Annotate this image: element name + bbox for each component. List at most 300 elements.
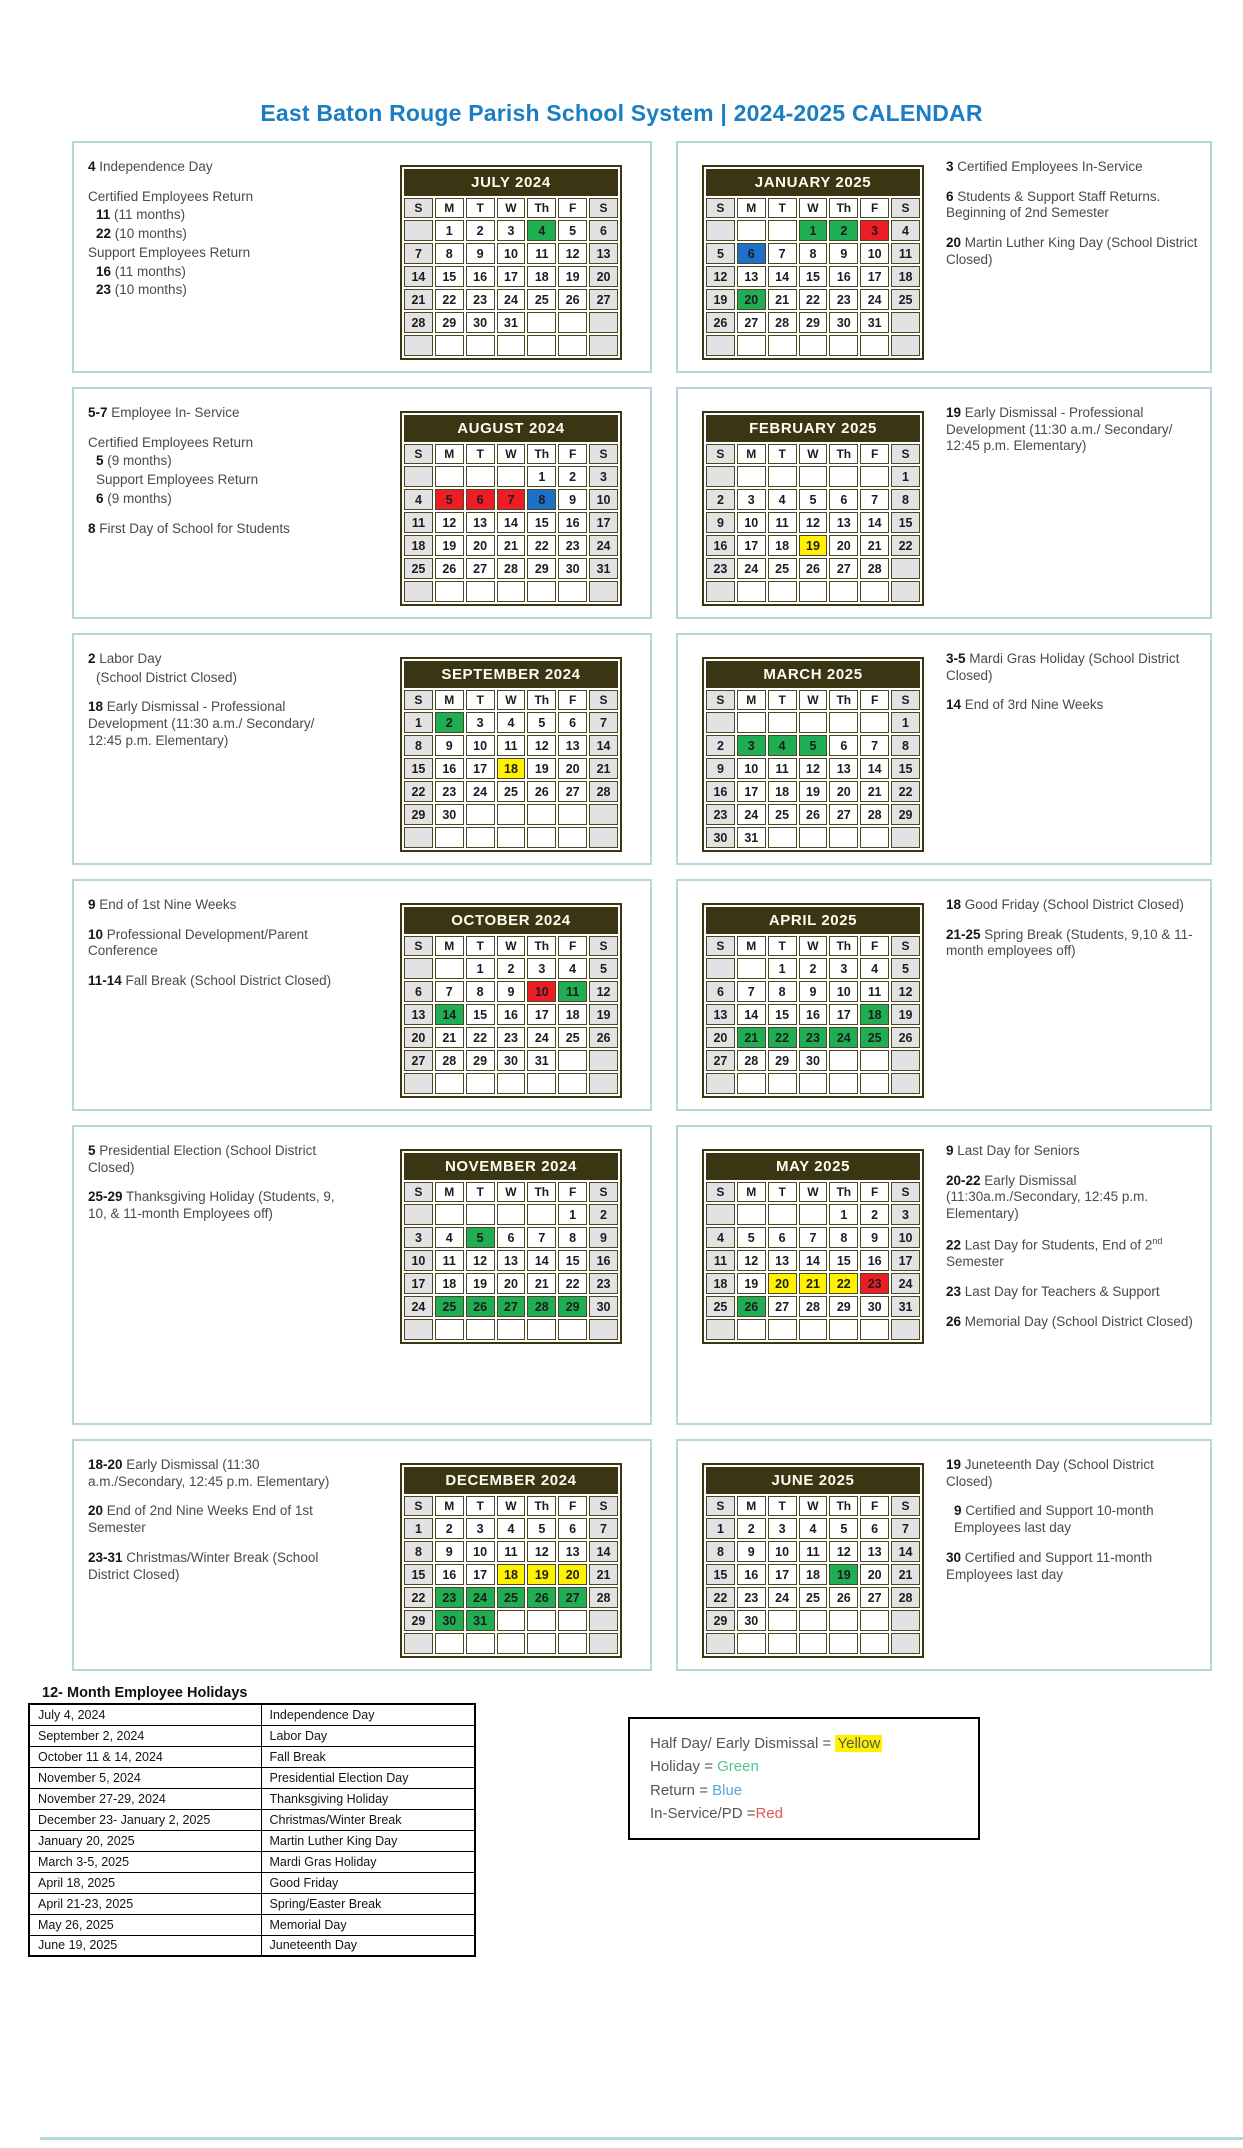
- holiday-cell: March 3-5, 2025: [29, 1851, 261, 1872]
- month-notes: [88, 1143, 346, 1413]
- day-cell: 17: [527, 1004, 556, 1025]
- weekday-header: S: [404, 198, 433, 218]
- day-cell: 5: [799, 489, 828, 510]
- day-cell: [737, 712, 766, 733]
- day-cell: 4: [706, 1227, 735, 1248]
- day-cell: 7: [527, 1227, 556, 1248]
- note-line: 23 Last Day for Teachers & Support: [946, 1283, 1160, 1299]
- day-cell: 25: [891, 289, 920, 310]
- day-cell: 21: [589, 758, 618, 779]
- day-cell: 16: [435, 758, 464, 779]
- weekday-header: T: [768, 1182, 797, 1202]
- weekday-header: M: [435, 1496, 464, 1516]
- note-line: Certified Employees Return: [88, 434, 254, 450]
- calendar-row: [72, 879, 1215, 1111]
- day-cell: 20: [829, 781, 858, 802]
- day-cell: 8: [706, 1541, 735, 1562]
- day-cell: 15: [891, 512, 920, 533]
- calendar-row: [72, 141, 1215, 373]
- day-cell: 26: [466, 1296, 495, 1317]
- holiday-cell: Spring/Easter Break: [261, 1893, 475, 1914]
- day-cell: 23: [799, 1027, 828, 1048]
- weekday-header: Th: [829, 198, 858, 218]
- day-cell: 11: [435, 1250, 464, 1271]
- day-cell: 13: [558, 1541, 587, 1562]
- day-cell: 8: [527, 489, 556, 510]
- day-cell: 9: [799, 981, 828, 1002]
- weekday-header: T: [768, 198, 797, 218]
- day-cell: 14: [737, 1004, 766, 1025]
- day-cell: [706, 712, 735, 733]
- day-cell: 6: [404, 981, 433, 1002]
- day-cell: [737, 1319, 766, 1340]
- day-cell: 24: [860, 289, 889, 310]
- day-cell: 23: [497, 1027, 526, 1048]
- day-cell: 18: [768, 781, 797, 802]
- day-cell: [558, 827, 587, 848]
- day-cell: [768, 466, 797, 487]
- day-cell: 26: [589, 1027, 618, 1048]
- day-cell: 10: [737, 512, 766, 533]
- day-cell: 4: [497, 1518, 526, 1539]
- holiday-cell: Labor Day: [261, 1725, 475, 1746]
- day-cell: 27: [706, 1050, 735, 1071]
- day-cell: [589, 1610, 618, 1631]
- day-cell: 15: [466, 1004, 495, 1025]
- day-cell: 4: [768, 735, 797, 756]
- day-cell: [497, 1633, 526, 1654]
- holiday-cell: October 11 & 14, 2024: [29, 1746, 261, 1767]
- note-line: 18 Good Friday (School District Closed): [946, 897, 1184, 912]
- weekday-header: F: [860, 198, 889, 218]
- weekday-header: W: [497, 690, 526, 710]
- day-cell: 17: [497, 266, 526, 287]
- day-cell: [466, 581, 495, 602]
- weekday-header: F: [558, 198, 587, 218]
- day-cell: 20: [558, 758, 587, 779]
- day-cell: 26: [558, 289, 587, 310]
- day-cell: 19: [527, 758, 556, 779]
- day-cell: 15: [435, 266, 464, 287]
- day-cell: 25: [404, 558, 433, 579]
- day-cell: 2: [829, 220, 858, 241]
- day-cell: [891, 335, 920, 356]
- day-cell: 13: [497, 1250, 526, 1271]
- day-cell: 2: [706, 735, 735, 756]
- day-cell: 23: [737, 1587, 766, 1608]
- day-cell: 21: [799, 1273, 828, 1294]
- weekday-header: S: [589, 936, 618, 956]
- day-cell: 3: [737, 735, 766, 756]
- day-cell: [860, 581, 889, 602]
- holiday-cell: July 4, 2024: [29, 1704, 261, 1725]
- day-cell: [558, 804, 587, 825]
- day-cell: 4: [435, 1227, 464, 1248]
- day-cell: 23: [860, 1273, 889, 1294]
- day-cell: 16: [558, 512, 587, 533]
- day-cell: 9: [589, 1227, 618, 1248]
- note-line: 23 (10 months): [96, 282, 187, 298]
- day-cell: 13: [768, 1250, 797, 1271]
- day-cell: [799, 1204, 828, 1225]
- day-cell: 22: [404, 1587, 433, 1608]
- day-cell: 3: [497, 220, 526, 241]
- day-cell: 5: [799, 735, 828, 756]
- day-cell: 6: [829, 489, 858, 510]
- day-cell: [891, 1633, 920, 1654]
- day-cell: 23: [589, 1273, 618, 1294]
- note-line: 8 First Day of School for Students: [88, 520, 290, 536]
- month-notes: [88, 897, 346, 1099]
- holidays-table: [28, 1703, 476, 1957]
- day-cell: 12: [799, 512, 828, 533]
- day-cell: 7: [799, 1227, 828, 1248]
- day-cell: [891, 1610, 920, 1631]
- day-cell: 23: [435, 781, 464, 802]
- day-cell: 22: [527, 535, 556, 556]
- day-cell: 21: [435, 1027, 464, 1048]
- day-cell: 30: [829, 312, 858, 333]
- day-cell: 15: [527, 512, 556, 533]
- day-cell: 23: [829, 289, 858, 310]
- day-cell: 29: [404, 804, 433, 825]
- holiday-cell: Thanksgiving Holiday: [261, 1788, 475, 1809]
- day-cell: 25: [860, 1027, 889, 1048]
- day-cell: 27: [768, 1296, 797, 1317]
- day-cell: 12: [799, 758, 828, 779]
- month-calendar: [702, 657, 924, 863]
- day-cell: [558, 1319, 587, 1340]
- day-cell: 28: [860, 558, 889, 579]
- day-cell: [860, 1610, 889, 1631]
- note-line: 20-22 Early Dismissal (11:30a.m./Secondary, 12:45 p.m. Elementary): [946, 1172, 1149, 1222]
- day-cell: 4: [404, 489, 433, 510]
- day-cell: 3: [860, 220, 889, 241]
- note-line: 19 Juneteenth Day (School District Closed): [946, 1457, 1154, 1489]
- note-line: Support Employees Return: [96, 472, 259, 488]
- month-panel-december-2024: [72, 1439, 652, 1671]
- weekday-header: Th: [829, 936, 858, 956]
- calendar-row: [72, 1439, 1215, 1671]
- day-cell: 16: [706, 781, 735, 802]
- day-cell: 3: [466, 712, 495, 733]
- day-cell: 21: [404, 289, 433, 310]
- day-cell: 26: [706, 312, 735, 333]
- day-cell: [768, 335, 797, 356]
- day-cell: 15: [768, 1004, 797, 1025]
- weekday-header: S: [589, 690, 618, 710]
- holiday-cell: April 21-23, 2025: [29, 1893, 261, 1914]
- holiday-cell: Presidential Election Day: [261, 1767, 475, 1788]
- day-cell: 4: [527, 220, 556, 241]
- calendar-table: [400, 903, 622, 1098]
- holiday-cell: Memorial Day: [261, 1914, 475, 1935]
- holiday-cell: Good Friday: [261, 1872, 475, 1893]
- day-cell: 14: [799, 1250, 828, 1271]
- holiday-row: [29, 1788, 475, 1809]
- day-cell: [891, 312, 920, 333]
- day-cell: [706, 1073, 735, 1094]
- day-cell: [435, 1633, 464, 1654]
- day-cell: 10: [404, 1250, 433, 1271]
- day-cell: [706, 958, 735, 979]
- weekday-header: S: [891, 1182, 920, 1202]
- day-cell: 30: [860, 1296, 889, 1317]
- day-cell: 21: [737, 1027, 766, 1048]
- day-cell: 12: [466, 1250, 495, 1271]
- day-cell: 23: [466, 289, 495, 310]
- day-cell: 5: [435, 489, 464, 510]
- note-line: 3 Certified Employees In-Service: [946, 159, 1143, 174]
- day-cell: 18: [404, 535, 433, 556]
- month-notes: [88, 159, 346, 361]
- month-calendar: [400, 1149, 622, 1423]
- day-cell: 22: [558, 1273, 587, 1294]
- weekday-header: W: [497, 444, 526, 464]
- day-cell: 20: [829, 535, 858, 556]
- day-cell: [527, 1610, 556, 1631]
- day-cell: [768, 1319, 797, 1340]
- day-cell: 12: [558, 243, 587, 264]
- day-cell: [589, 1633, 618, 1654]
- day-cell: 26: [435, 558, 464, 579]
- day-cell: 7: [768, 243, 797, 264]
- month-panel-june-2025: [676, 1439, 1212, 1671]
- day-cell: [860, 1050, 889, 1071]
- day-cell: 2: [497, 958, 526, 979]
- holiday-cell: June 19, 2025: [29, 1935, 261, 1956]
- day-cell: 8: [768, 981, 797, 1002]
- day-cell: 19: [466, 1273, 495, 1294]
- day-cell: 13: [404, 1004, 433, 1025]
- weekday-header: S: [589, 444, 618, 464]
- day-cell: 30: [497, 1050, 526, 1071]
- day-cell: 7: [737, 981, 766, 1002]
- note-line: 25-29 Thanksgiving Holiday (Students, 9, 10, & 11-month Employees off): [88, 1189, 335, 1222]
- day-cell: 24: [497, 289, 526, 310]
- day-cell: 3: [589, 466, 618, 487]
- day-cell: [860, 1319, 889, 1340]
- day-cell: 1: [404, 712, 433, 733]
- day-cell: [829, 827, 858, 848]
- calendar-table: [702, 1149, 924, 1344]
- day-cell: 24: [589, 535, 618, 556]
- day-cell: 15: [558, 1250, 587, 1271]
- day-cell: 19: [799, 781, 828, 802]
- day-cell: 11: [799, 1541, 828, 1562]
- calendar-table: [400, 1149, 622, 1344]
- day-cell: [706, 220, 735, 241]
- day-cell: 27: [829, 804, 858, 825]
- day-cell: [799, 1073, 828, 1094]
- month-calendar: [702, 1463, 924, 1669]
- day-cell: [558, 1050, 587, 1071]
- legend-line: [650, 1732, 958, 1755]
- day-cell: 24: [737, 804, 766, 825]
- day-cell: [768, 220, 797, 241]
- day-cell: 16: [737, 1564, 766, 1585]
- note-line: 20 Martin Luther King Day (School District Closed): [946, 235, 1198, 267]
- day-cell: 17: [860, 266, 889, 287]
- day-cell: 29: [706, 1610, 735, 1631]
- day-cell: [829, 1610, 858, 1631]
- day-cell: [706, 1204, 735, 1225]
- day-cell: [768, 1204, 797, 1225]
- weekday-header: F: [860, 1496, 889, 1516]
- day-cell: [497, 466, 526, 487]
- legend-line: [650, 1779, 958, 1802]
- day-cell: [829, 581, 858, 602]
- day-cell: 17: [404, 1273, 433, 1294]
- day-cell: 16: [706, 535, 735, 556]
- day-cell: 22: [768, 1027, 797, 1048]
- weekday-header: S: [589, 1182, 618, 1202]
- day-cell: 3: [768, 1518, 797, 1539]
- note-line: 18 Early Dismissal - Professional Development (11:30 a.m./ Secondary/ 12:45 p.m. Elementary): [88, 699, 315, 748]
- note-line: 21-25 Spring Break (Students, 9,10 & 11- month employees off): [946, 926, 1193, 959]
- day-cell: [527, 581, 556, 602]
- day-cell: 5: [527, 1518, 556, 1539]
- day-cell: [435, 1073, 464, 1094]
- month-title: MARCH 2025: [706, 661, 920, 688]
- day-cell: [404, 466, 433, 487]
- day-cell: 20: [404, 1027, 433, 1048]
- day-cell: 25: [799, 1587, 828, 1608]
- weekday-header: Th: [527, 936, 556, 956]
- month-notes: [946, 651, 1200, 853]
- day-cell: [768, 827, 797, 848]
- day-cell: 11: [860, 981, 889, 1002]
- day-cell: 28: [891, 1587, 920, 1608]
- day-cell: [768, 712, 797, 733]
- day-cell: 14: [435, 1004, 464, 1025]
- day-cell: 18: [860, 1004, 889, 1025]
- day-cell: 28: [768, 312, 797, 333]
- day-cell: [860, 466, 889, 487]
- day-cell: 18: [497, 758, 526, 779]
- day-cell: [768, 1073, 797, 1094]
- day-cell: 12: [829, 1541, 858, 1562]
- day-cell: 10: [891, 1227, 920, 1248]
- day-cell: 2: [737, 1518, 766, 1539]
- weekday-header: S: [706, 1496, 735, 1516]
- weekday-header: Th: [829, 690, 858, 710]
- holiday-cell: Juneteenth Day: [261, 1935, 475, 1956]
- weekday-header: S: [589, 1496, 618, 1516]
- day-cell: 8: [891, 735, 920, 756]
- day-cell: 11: [706, 1250, 735, 1271]
- day-cell: [466, 1073, 495, 1094]
- day-cell: 25: [497, 781, 526, 802]
- calendar-row: [72, 633, 1215, 865]
- holiday-row: [29, 1914, 475, 1935]
- day-cell: [497, 1204, 526, 1225]
- month-calendar: [702, 411, 924, 617]
- day-cell: 8: [466, 981, 495, 1002]
- day-cell: 2: [466, 220, 495, 241]
- day-cell: 28: [737, 1050, 766, 1071]
- day-cell: 15: [891, 758, 920, 779]
- day-cell: [891, 1319, 920, 1340]
- legend-value-green: Green: [717, 1758, 759, 1776]
- weekday-header: Th: [527, 198, 556, 218]
- day-cell: 22: [466, 1027, 495, 1048]
- weekday-header: F: [558, 444, 587, 464]
- holiday-row: [29, 1872, 475, 1893]
- legend-box: [628, 1717, 980, 1840]
- day-cell: [799, 1633, 828, 1654]
- holiday-cell: November 5, 2024: [29, 1767, 261, 1788]
- day-cell: 17: [768, 1564, 797, 1585]
- day-cell: 2: [860, 1204, 889, 1225]
- holiday-cell: May 26, 2025: [29, 1914, 261, 1935]
- month-calendar: [702, 903, 924, 1109]
- holiday-row: [29, 1830, 475, 1851]
- day-cell: 6: [737, 243, 766, 264]
- day-cell: 25: [768, 804, 797, 825]
- weekday-header: T: [466, 690, 495, 710]
- day-cell: 26: [799, 804, 828, 825]
- day-cell: 1: [404, 1518, 433, 1539]
- day-cell: 16: [497, 1004, 526, 1025]
- note-line: 9 Last Day for Seniors: [946, 1143, 1080, 1158]
- day-cell: 10: [527, 981, 556, 1002]
- day-cell: [706, 1319, 735, 1340]
- legend-text: Half Day/ Early Dismissal =: [650, 1735, 836, 1752]
- day-cell: 14: [860, 512, 889, 533]
- day-cell: 4: [799, 1518, 828, 1539]
- legend-text: In-Service/PD =: [650, 1804, 756, 1822]
- day-cell: 19: [527, 1564, 556, 1585]
- day-cell: 2: [435, 712, 464, 733]
- day-cell: 5: [527, 712, 556, 733]
- day-cell: 16: [860, 1250, 889, 1271]
- calendar-row: [72, 387, 1215, 619]
- month-notes: [946, 405, 1200, 607]
- day-cell: [404, 1073, 433, 1094]
- day-cell: 10: [768, 1541, 797, 1562]
- note-line: 10 Professional Development/Parent Conference: [88, 926, 308, 959]
- holiday-cell: Independence Day: [261, 1704, 475, 1725]
- day-cell: 8: [558, 1227, 587, 1248]
- day-cell: 3: [737, 489, 766, 510]
- note-line: 16 (11 months): [96, 263, 186, 279]
- holiday-row: [29, 1746, 475, 1767]
- holiday-row: [29, 1704, 475, 1725]
- day-cell: 7: [404, 243, 433, 264]
- day-cell: 6: [829, 735, 858, 756]
- weekday-header: W: [799, 198, 828, 218]
- legend-line: [650, 1802, 958, 1825]
- day-cell: 17: [829, 1004, 858, 1025]
- calendar-table: [400, 165, 622, 360]
- bottom-divider: [40, 2137, 1243, 2140]
- day-cell: 13: [737, 266, 766, 287]
- legend-value-blue: Blue: [712, 1781, 743, 1799]
- day-cell: 9: [706, 758, 735, 779]
- day-cell: 7: [435, 981, 464, 1002]
- day-cell: 12: [527, 735, 556, 756]
- calendar-table: [702, 1463, 924, 1658]
- day-cell: 31: [527, 1050, 556, 1071]
- day-cell: [435, 827, 464, 848]
- month-title: DECEMBER 2024: [404, 1467, 618, 1494]
- month-panel-july-2024: [72, 141, 652, 373]
- month-notes: [88, 405, 346, 607]
- note-line: 22 Last Day for Students, End of 2nd Semester: [946, 1235, 1163, 1270]
- day-cell: 27: [497, 1296, 526, 1317]
- day-cell: 18: [891, 266, 920, 287]
